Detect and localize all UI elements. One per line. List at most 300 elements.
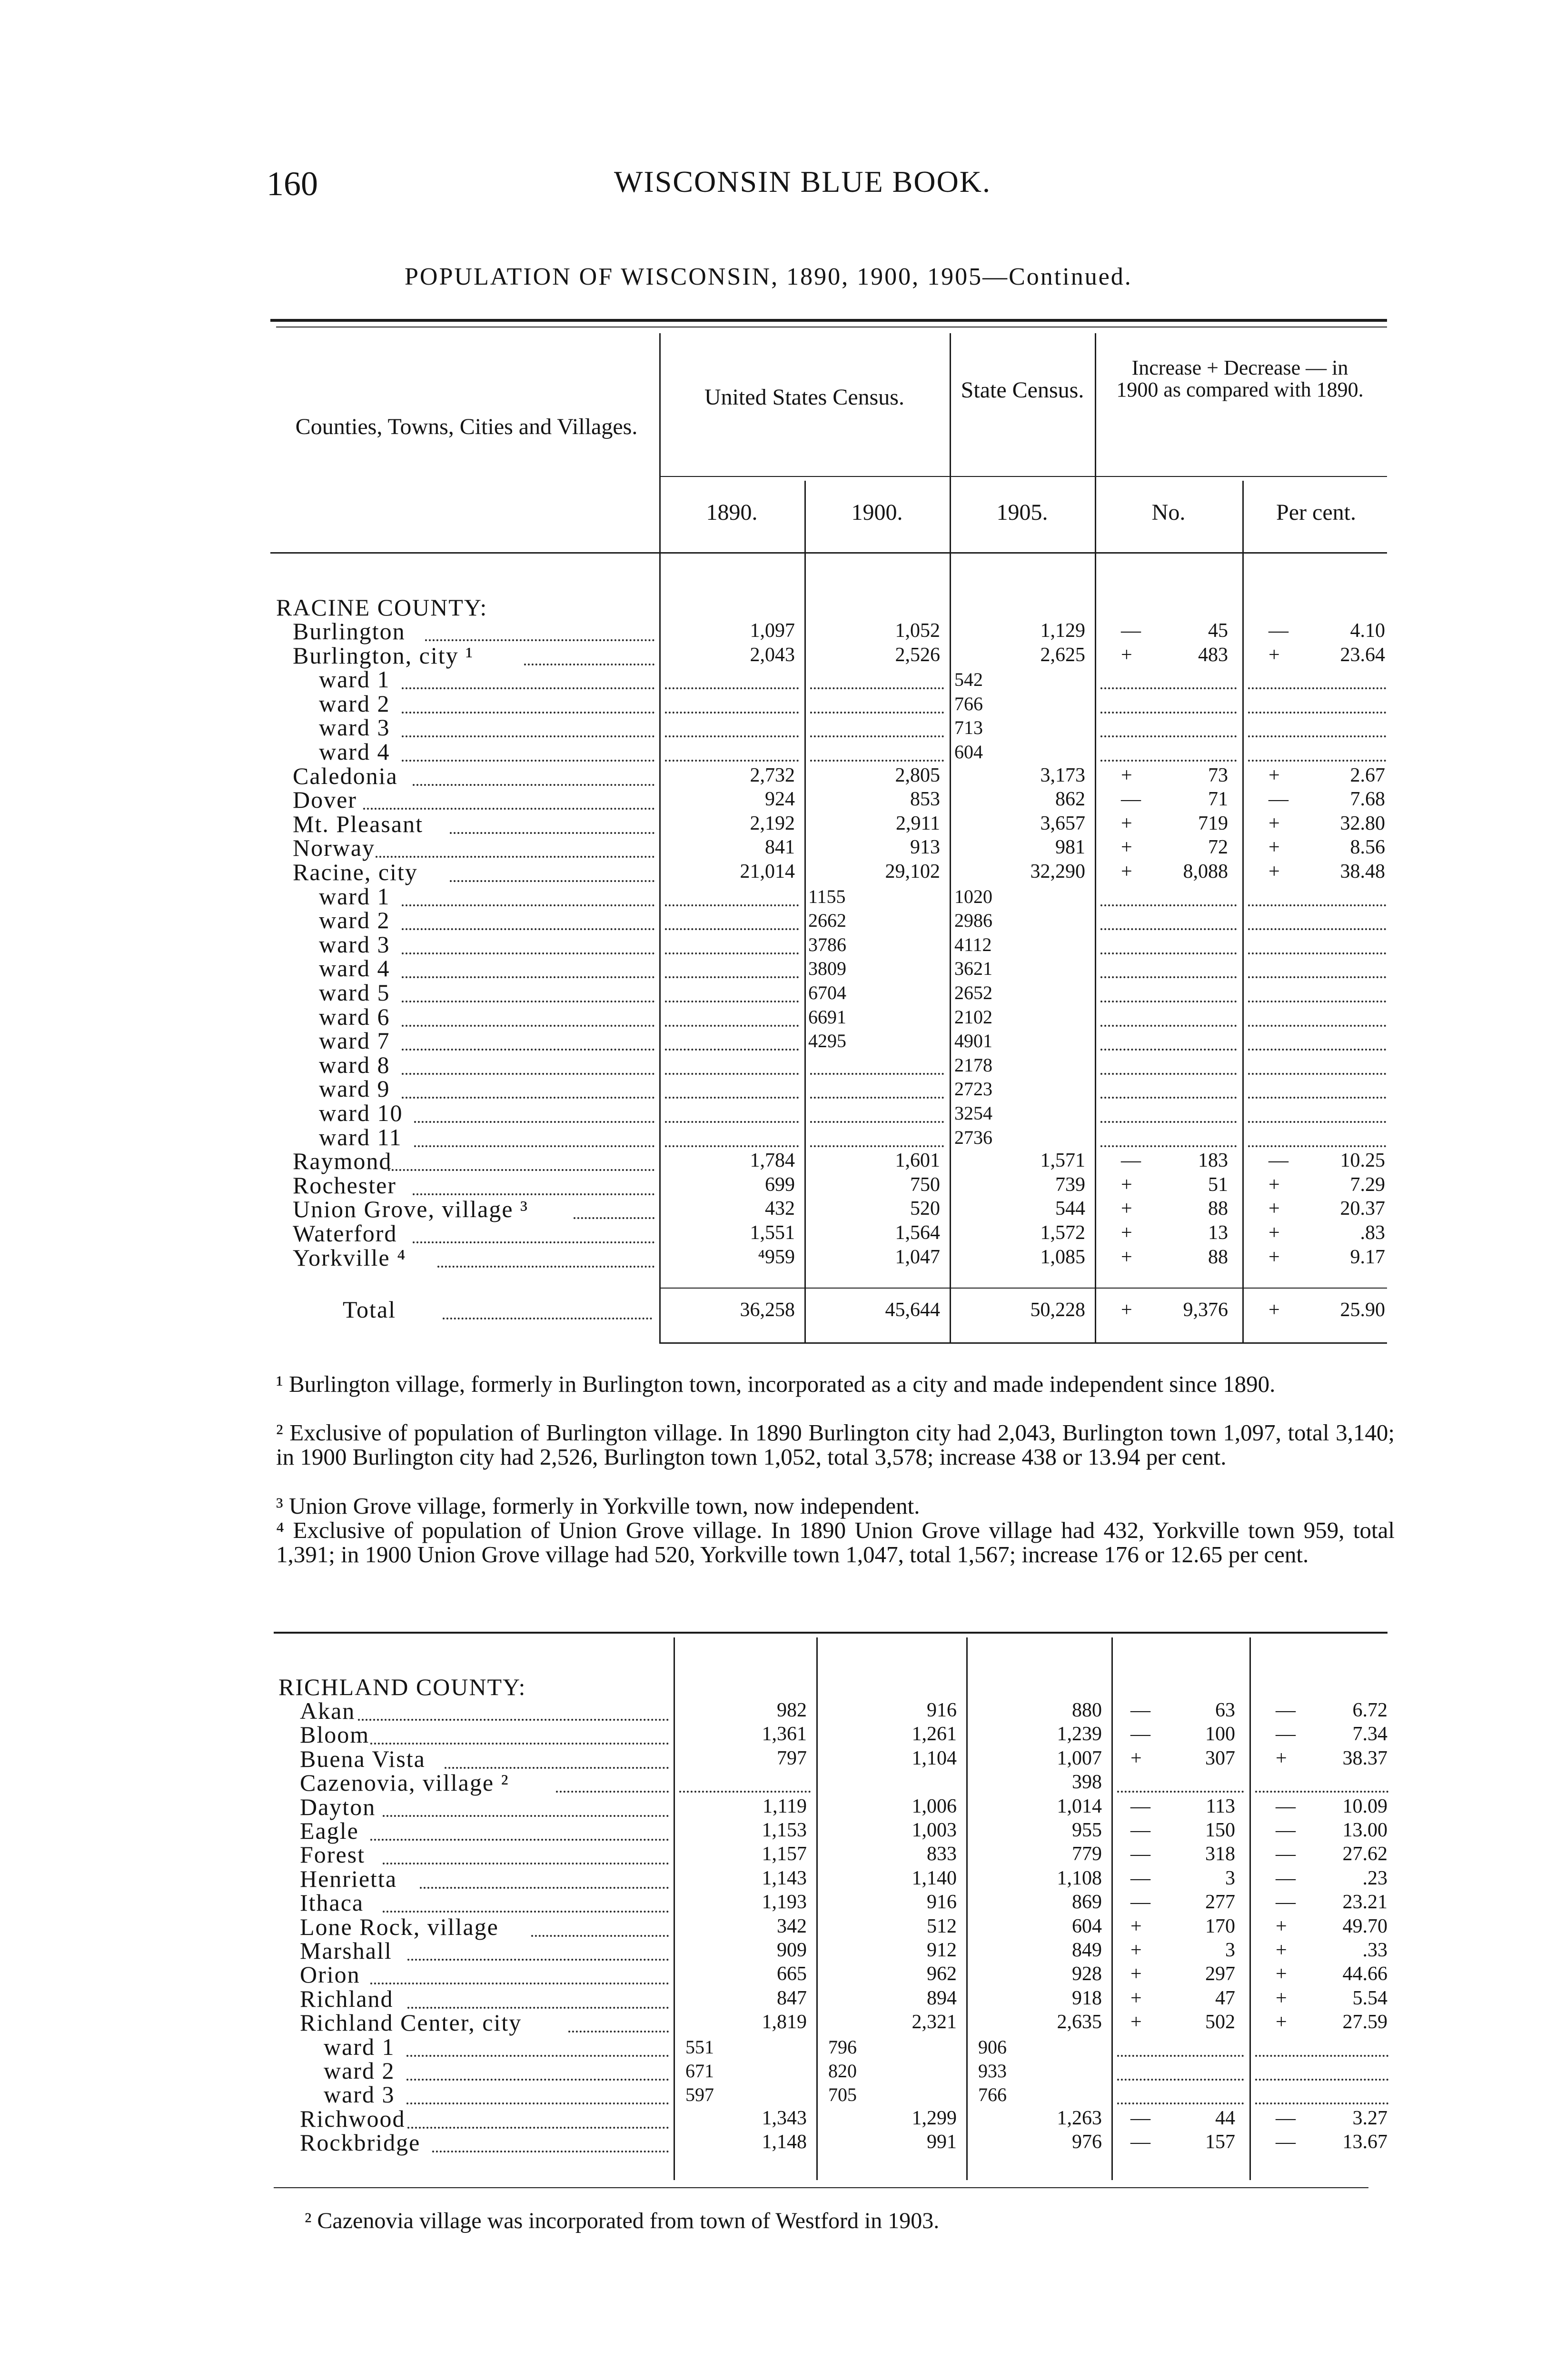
dot-leader (665, 974, 799, 978)
county-heading: RACINE COUNTY: (276, 594, 488, 621)
ward-name: ward 2 (319, 907, 390, 934)
cell-ward-1905: 4112 (954, 933, 992, 955)
sign: + (1130, 1915, 1142, 1937)
ward-name: ward 9 (319, 1075, 390, 1102)
cell-1900: 916 (927, 1891, 957, 1914)
sign: + (1276, 1939, 1287, 1961)
cell-pct: 25.90 (1340, 1299, 1385, 1321)
cell-no: 502 (1205, 2011, 1235, 2033)
cell-1900: 1,261 (912, 1723, 957, 1745)
cell-no: 483 (1198, 644, 1228, 666)
dot-leader (376, 854, 654, 858)
dot-leader (432, 2149, 669, 2152)
ward-name: ward 1 (324, 2033, 395, 2060)
sign: — (1130, 2107, 1150, 2129)
cell-1890: 1,361 (762, 1723, 807, 1745)
place-name: Eagle (300, 1817, 359, 1844)
sign: — (1130, 1699, 1150, 1721)
ward-name: ward 3 (319, 931, 390, 958)
sign: — (1276, 1867, 1296, 1889)
dot-leader (1255, 2101, 1388, 2104)
cell-pct: 10.25 (1340, 1150, 1385, 1172)
dot-leader (450, 878, 654, 882)
cell-pct: 10.09 (1342, 1795, 1387, 1817)
cell-1905: 918 (1072, 1987, 1102, 2009)
dot-leader (1248, 1071, 1386, 1075)
place-name: Richland Center, city (300, 2009, 522, 2036)
dot-leader (568, 2029, 669, 2033)
cell-no: 51 (1208, 1173, 1228, 1196)
cell-ward-1905: 766 (978, 2084, 1007, 2106)
place-name: Waterford (293, 1220, 397, 1247)
cell-1890: 2,732 (750, 764, 795, 786)
header-1905: 1905. (996, 500, 1048, 525)
cell-1905: 869 (1072, 1891, 1102, 1914)
cell-1905: 880 (1072, 1699, 1102, 1721)
cell-ward-1905: 604 (954, 741, 983, 763)
sign: — (1276, 1843, 1296, 1865)
place-name: Caledonia (293, 762, 398, 789)
cell-no: 183 (1198, 1150, 1228, 1172)
cell-1890: 1,119 (763, 1795, 807, 1817)
dot-leader (406, 2053, 669, 2057)
cell-no: 88 (1208, 1198, 1228, 1220)
cell-1905: 1,108 (1057, 1867, 1102, 1889)
dot-leader (665, 999, 799, 1002)
cell-1900: 962 (927, 1963, 957, 1985)
sign: — (1130, 1891, 1150, 1914)
sign: + (1276, 1915, 1287, 1937)
cell-pct: 27.62 (1342, 1843, 1387, 1865)
total-bottom-rule (659, 1342, 1387, 1344)
cell-1905: 981 (1055, 836, 1085, 859)
cell-ward-1905: 2986 (954, 910, 992, 932)
cell-pct: .23 (1362, 1867, 1387, 1889)
sign: + (1276, 2011, 1287, 2033)
header-1900: 1900. (851, 500, 903, 525)
cell-1900: 916 (927, 1699, 957, 1721)
cell-pct: 20.37 (1340, 1198, 1385, 1220)
dot-leader (402, 926, 654, 930)
sign: — (1130, 1867, 1150, 1889)
cell-1905: 604 (1072, 1915, 1102, 1937)
dot-leader (810, 1119, 944, 1123)
sign: — (1276, 1819, 1296, 1841)
dot-leader (420, 1885, 669, 1889)
dot-leader (358, 1717, 669, 1721)
cell-no: 71 (1208, 788, 1228, 811)
cell-pct: 6.72 (1352, 1699, 1387, 1721)
dot-leader (383, 1813, 669, 1817)
cell-1900: 912 (927, 1939, 957, 1961)
cell-pct: .33 (1362, 1939, 1387, 1961)
cell-pct: 23.64 (1340, 644, 1385, 666)
dot-leader (1117, 1789, 1244, 1793)
cell-no: 47 (1215, 1987, 1235, 2009)
dot-leader (665, 1095, 799, 1099)
place-name: Orion (300, 1961, 360, 1988)
cell-1900: 1,299 (912, 2107, 957, 2129)
cell-1905: 1,572 (1040, 1222, 1085, 1244)
dot-leader (402, 1095, 654, 1099)
dot-leader (1100, 1047, 1237, 1051)
sign: + (1121, 1173, 1132, 1196)
place-name: Lone Rock, village (300, 1913, 499, 1940)
cell-1890: 1,819 (762, 2011, 807, 2033)
dot-leader (383, 1861, 669, 1864)
sign: + (1130, 1747, 1142, 1769)
place-name: Akan (300, 1697, 356, 1724)
header-counties: Counties, Towns, Cities and Villages. (295, 414, 638, 439)
cell-ward-1890: 551 (685, 2036, 714, 2058)
ward-name: ward 2 (324, 2057, 395, 2084)
place-name: Dayton (300, 1793, 376, 1820)
cell-no: 3 (1225, 1867, 1235, 1889)
dot-leader (402, 1047, 654, 1051)
cell-1890: 1,343 (762, 2107, 807, 2129)
dot-leader (1248, 758, 1386, 762)
cell-pct: 7.68 (1350, 788, 1385, 811)
cell-1900: 512 (927, 1915, 957, 1937)
ward-name: ward 8 (319, 1051, 390, 1078)
dot-leader (665, 734, 799, 737)
sign: — (1121, 788, 1141, 811)
dot-leader (1100, 974, 1237, 978)
cell-1905: 1,239 (1057, 1723, 1102, 1745)
place-name: Marshall (300, 1937, 392, 1964)
cell-1905: 1,263 (1057, 2107, 1102, 2129)
cell-1900: 1,140 (912, 1867, 957, 1889)
dot-leader (413, 782, 654, 786)
footnote: ² Cazenovia village was incorporated from town of Westford in 1903. (305, 2208, 940, 2233)
ward-name: ward 4 (319, 738, 390, 765)
cell-1905: 928 (1072, 1963, 1102, 1985)
dot-leader (425, 637, 654, 641)
sign: — (1276, 1723, 1296, 1745)
dot-leader (1100, 685, 1237, 689)
cell-1905: 50,228 (1030, 1299, 1085, 1321)
dot-leader (665, 902, 799, 906)
place-name: Buena Vista (300, 1745, 426, 1772)
cell-ward-1900: 4295 (808, 1030, 846, 1052)
dot-leader (1117, 2077, 1244, 2081)
cell-1905: 2,635 (1057, 2011, 1102, 2033)
cell-no: 63 (1215, 1699, 1235, 1721)
sign: — (1130, 1795, 1150, 1817)
book-title: WISCONSIN BLUE BOOK. (614, 165, 991, 198)
dot-leader (556, 1789, 669, 1793)
dot-leader (1255, 1789, 1388, 1793)
cell-pct: 32.80 (1340, 812, 1385, 834)
cell-pct: 4.10 (1350, 620, 1385, 642)
cell-no: 277 (1205, 1891, 1235, 1914)
cell-pct: 13.00 (1342, 1819, 1387, 1841)
sign: + (1269, 1299, 1280, 1321)
dot-leader (450, 830, 654, 834)
cell-ward-1900: 796 (828, 2036, 857, 2058)
cell-no: 100 (1205, 1723, 1235, 1745)
sign: + (1269, 836, 1280, 859)
cell-1900: 853 (910, 788, 940, 811)
dot-leader (665, 758, 799, 762)
cell-ward-1900: 3786 (808, 933, 846, 955)
cell-1890: 1,153 (762, 1819, 807, 1841)
cell-1900: 45,644 (885, 1299, 940, 1321)
dot-leader (665, 951, 799, 954)
dot-leader (665, 685, 799, 689)
page-header (0, 0, 1546, 290)
cell-1905: 3,657 (1040, 812, 1085, 834)
ward-name: ward 4 (319, 955, 390, 982)
sign: — (1130, 2131, 1150, 2153)
cell-ward-1900: 3809 (808, 958, 846, 980)
cell-no: 13 (1208, 1222, 1228, 1244)
dot-leader (402, 685, 654, 689)
cell-1905: 739 (1055, 1173, 1085, 1196)
dot-leader (665, 1023, 799, 1027)
cell-1890: 665 (777, 1963, 807, 1985)
header-us-census: United States Census. (704, 385, 904, 410)
sign: — (1276, 1699, 1296, 1721)
dot-leader (1255, 2077, 1388, 2081)
sign: + (1269, 861, 1280, 883)
cell-1890: ⁴959 (758, 1246, 795, 1268)
dot-leader (414, 1143, 654, 1147)
place-name: Norway (293, 834, 376, 862)
cell-1905: 544 (1055, 1198, 1085, 1220)
cell-ward-1905: 3621 (954, 958, 992, 980)
cell-ward-1905: 4901 (954, 1030, 992, 1052)
sign: + (1269, 1222, 1280, 1244)
dot-leader (1100, 999, 1237, 1002)
cell-pct: 9.17 (1350, 1246, 1385, 1268)
dot-leader (1100, 710, 1237, 714)
cell-pct: 2.67 (1350, 764, 1385, 786)
cell-no: 3 (1225, 1939, 1235, 1961)
dot-leader (665, 1143, 799, 1147)
sign: — (1121, 620, 1141, 642)
cell-1900: 2,321 (912, 2011, 957, 2033)
sign: + (1121, 644, 1132, 666)
cell-no: 8,088 (1183, 861, 1228, 883)
cell-ward-1905: 906 (978, 2036, 1007, 2058)
ward-name: ward 3 (324, 2081, 395, 2108)
dot-leader (1100, 1071, 1237, 1075)
col-divider (1111, 1637, 1113, 2180)
cell-1905: 1,129 (1040, 620, 1085, 642)
cell-1890: 1,143 (762, 1867, 807, 1889)
cell-ward-1905: 2723 (954, 1078, 992, 1100)
cell-no: 73 (1208, 764, 1228, 786)
dot-leader (1248, 974, 1386, 978)
header-bottom-rule (270, 552, 1387, 554)
sign: — (1130, 1819, 1150, 1841)
ward-name: ward 10 (319, 1100, 403, 1126)
table-caption: POPULATION OF WISCONSIN, 1890, 1900, 1905—Continued. (405, 263, 1132, 290)
dot-leader (1117, 2101, 1244, 2104)
sign: — (1276, 1795, 1296, 1817)
cell-1890: 982 (777, 1699, 807, 1721)
cell-ward-1905: 713 (954, 717, 983, 739)
cell-1905: 1,085 (1040, 1246, 1085, 1268)
cell-1900: 1,104 (912, 1747, 957, 1769)
dot-leader (1100, 951, 1237, 954)
cell-1890: 797 (777, 1747, 807, 1769)
cell-1890: 1,551 (750, 1222, 795, 1244)
dot-leader (810, 710, 944, 714)
dot-leader (402, 951, 654, 954)
cell-pct: 8.56 (1350, 836, 1385, 859)
place-name: Ithaca (300, 1889, 364, 1916)
cell-ward-1905: 766 (954, 693, 983, 714)
col-divider (1242, 481, 1244, 1342)
cell-no: 297 (1205, 1963, 1235, 1985)
dot-leader (407, 2125, 669, 2129)
cell-pct: 7.34 (1352, 1723, 1387, 1745)
cell-ward-1890: 671 (685, 2060, 714, 2082)
cell-1890: 1,148 (762, 2131, 807, 2153)
cell-1900: 750 (910, 1173, 940, 1196)
cell-ward-1905: 2102 (954, 1006, 992, 1028)
dot-leader (402, 758, 654, 762)
place-name: Dover (293, 786, 357, 813)
dot-leader (665, 1119, 799, 1123)
cell-1890: 1,193 (762, 1891, 807, 1914)
cell-pct: 38.37 (1342, 1747, 1387, 1769)
col-divider (1249, 1637, 1251, 2180)
dot-leader (407, 2005, 669, 2009)
sign: + (1269, 764, 1280, 786)
cell-1905: 32,290 (1030, 861, 1085, 883)
cell-ward-1905: 1020 (954, 885, 992, 907)
footnote: ⁴ Exclusive of population of Union Grove village. In 1890 Union Grove village had 432, Yorkville town 959, total 1,391; in 1900 Union Grove village had 520, Yorkville town 1,047, total 1,567; increase 176 or 12.65 per cent. (276, 1517, 1395, 1567)
dot-leader (679, 1789, 811, 1793)
cell-1905: 2,625 (1040, 644, 1085, 666)
sign: — (1130, 1843, 1150, 1865)
cell-ward-1900: 6704 (808, 982, 846, 1003)
sign: + (1121, 836, 1132, 859)
sign: + (1269, 1246, 1280, 1268)
dot-leader (1100, 1095, 1237, 1099)
place-name: Rochester (293, 1171, 396, 1199)
total-label: Total (343, 1296, 396, 1323)
sign: + (1269, 1198, 1280, 1220)
cell-1900: 2,805 (895, 764, 940, 786)
cell-1890: 342 (777, 1915, 807, 1937)
sign: — (1121, 1150, 1141, 1172)
cell-1900: 1,564 (895, 1222, 940, 1244)
dot-leader (1248, 685, 1386, 689)
dot-leader (1100, 902, 1237, 906)
place-name: Yorkville ⁴ (293, 1244, 406, 1271)
sign: + (1121, 1222, 1132, 1244)
dot-leader (810, 1095, 944, 1099)
cell-1900: 913 (910, 836, 940, 859)
cell-1900: 1,003 (912, 1819, 957, 1841)
sign: + (1121, 861, 1132, 883)
cell-1890: 909 (777, 1939, 807, 1961)
cell-ward-1900: 2662 (808, 910, 846, 932)
dot-leader (414, 1119, 654, 1123)
footnote: ³ Union Grove village, formerly in Yorkville town, now independent. (276, 1493, 920, 1519)
sign: + (1121, 1299, 1132, 1321)
cell-1905: 3,173 (1040, 764, 1085, 786)
cell-ward-1890: 597 (685, 2084, 714, 2106)
sign: — (1276, 2131, 1296, 2153)
place-name: Rockbridge (300, 2129, 421, 2156)
place-name: Richwood (300, 2105, 406, 2132)
cell-no: 150 (1205, 1819, 1235, 1841)
dot-leader (445, 1765, 669, 1769)
cell-1890: 432 (765, 1198, 795, 1220)
dot-leader (1248, 734, 1386, 737)
ward-name: ward 7 (319, 1027, 390, 1054)
sign: + (1276, 1747, 1287, 1769)
cell-no: 72 (1208, 836, 1228, 859)
cell-pct: 13.67 (1342, 2131, 1387, 2153)
cell-pct: 38.48 (1340, 861, 1385, 883)
cell-1900: 1,047 (895, 1246, 940, 1268)
dot-leader (437, 1264, 654, 1268)
sign: — (1276, 2107, 1296, 2129)
header-increase: Increase + Decrease — in 1900 as compared with 1890. (1116, 356, 1364, 402)
place-name: Racine, city (293, 859, 418, 885)
dot-leader (1248, 1143, 1386, 1147)
dot-leader (1248, 999, 1386, 1002)
col-divider (1095, 333, 1096, 1342)
dot-leader (443, 1316, 652, 1319)
dot-leader (1248, 710, 1386, 714)
cell-1900: 520 (910, 1198, 940, 1220)
dot-leader (524, 662, 654, 665)
county-heading: RICHLAND COUNTY: (278, 1674, 526, 1700)
dot-leader (665, 1047, 799, 1051)
dot-leader (1100, 734, 1237, 737)
cell-no: 9,376 (1183, 1299, 1228, 1321)
total-rule (659, 1288, 1387, 1289)
dot-leader (1117, 2053, 1244, 2057)
place-name: Burlington, city ¹ (293, 642, 474, 669)
header-state-census: State Census. (961, 377, 1084, 403)
cell-1905: 1,007 (1057, 1747, 1102, 1769)
dot-leader (370, 1837, 669, 1841)
cell-1900: 991 (927, 2131, 957, 2153)
sign: — (1269, 620, 1288, 642)
dot-leader (406, 2101, 669, 2104)
sign: + (1269, 644, 1280, 666)
cell-no: 88 (1208, 1246, 1228, 1268)
place-name: Cazenovia, village ² (300, 1769, 509, 1796)
cell-1900: 2,911 (896, 812, 940, 834)
cell-ward-1905: 2652 (954, 982, 992, 1003)
place-name: Burlington (293, 618, 406, 645)
cell-no: 318 (1205, 1843, 1235, 1865)
footnote: ¹ Burlington village, formerly in Burlington town, incorporated as a city and made independent since 1890. (276, 1371, 1276, 1397)
sign: — (1130, 1723, 1150, 1745)
sign: — (1269, 788, 1288, 811)
cell-1905: 779 (1072, 1843, 1102, 1865)
sign: + (1276, 1963, 1287, 1985)
cell-1900: 29,102 (885, 861, 940, 883)
dot-leader (1248, 902, 1386, 906)
dot-leader (1100, 1023, 1237, 1027)
ward-name: ward 6 (319, 1003, 390, 1030)
cell-pct: 49.70 (1342, 1915, 1387, 1937)
cell-1890: 36,258 (740, 1299, 795, 1321)
cell-1905: 398 (1072, 1771, 1102, 1794)
cell-1890: 1,157 (762, 1843, 807, 1865)
cell-pct: 7.29 (1350, 1173, 1385, 1196)
